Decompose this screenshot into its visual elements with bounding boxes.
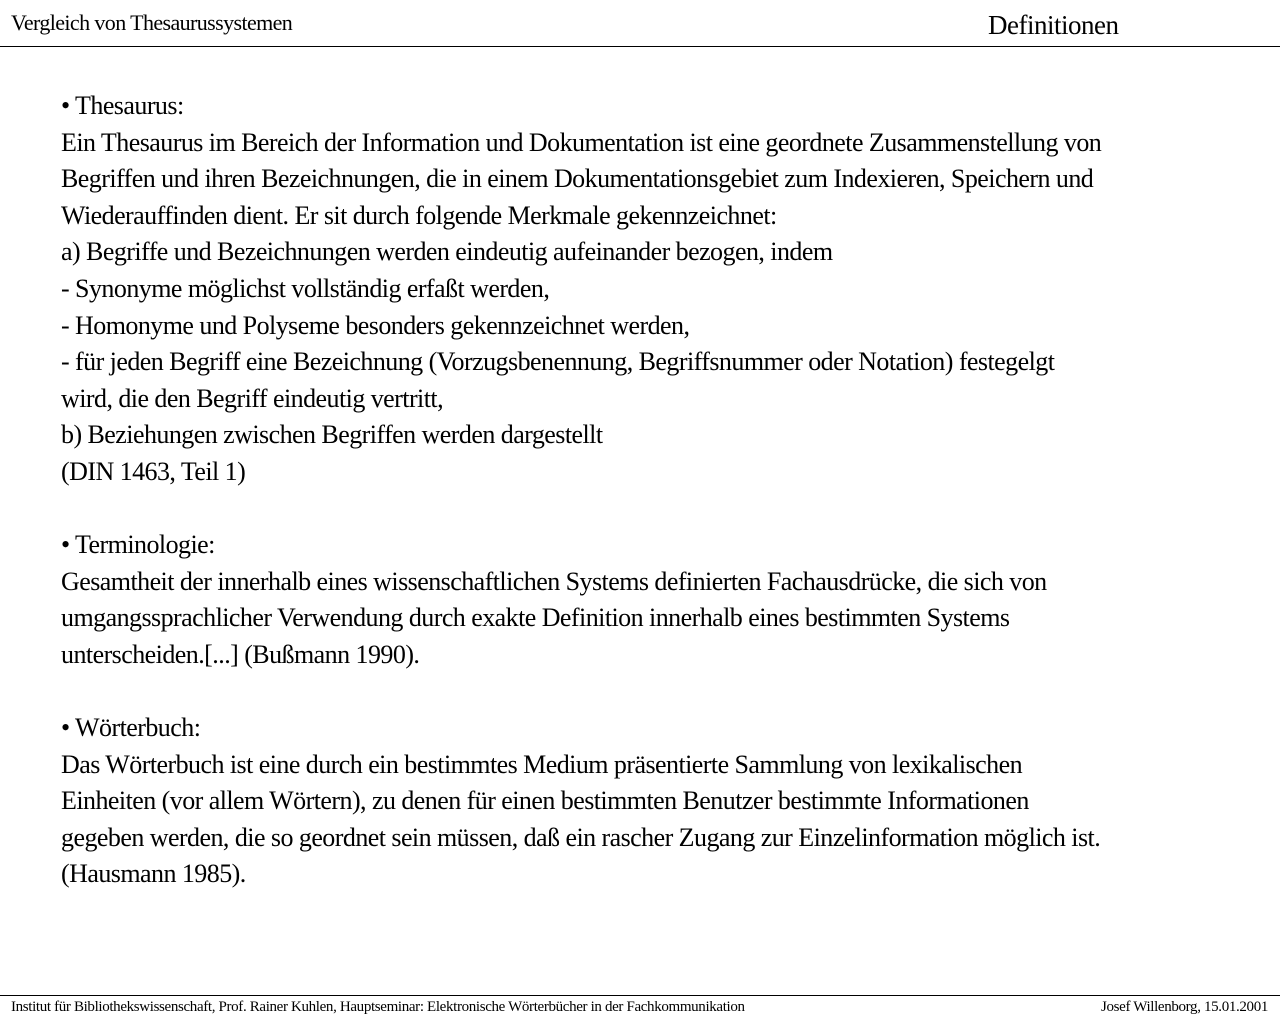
text-line: Wiederauffinden dient. Er sit durch folgende Merkmale gekennzeichnet:	[61, 200, 777, 230]
citation-line: (DIN 1463, Teil 1)	[61, 456, 246, 486]
definition-heading: • Thesaurus:	[61, 91, 184, 120]
text-line: Einheiten (vor allem Wörtern), zu denen für einen bestimmten Benutzer bestimmte Informationen	[61, 786, 1029, 816]
footer-divider	[0, 995, 1280, 996]
text-line: umgangssprachlicher Verwendung durch exakte Definition innerhalb eines bestimmten Systems	[61, 603, 1010, 633]
text-line: a) Begriffe und Bezeichnungen werden eindeutig aufeinander bezogen, indem	[61, 237, 833, 267]
text-line: Begriffen und ihren Bezeichnungen, die in einem Dokumentationsgebiet zum Indexieren, Speichern und	[61, 164, 1094, 194]
text-line: unterscheiden.[...] (Bußmann 1990).	[61, 639, 420, 669]
text-line: - Homonyme und Polyseme besonders gekennzeichnet werden,	[61, 310, 690, 340]
footer-institute: Institut für Bibliothekswissenschaft, Prof. Rainer Kuhlen, Hauptseminar: Elektronische Wörterbücher in der Fachkommunikation	[11, 999, 745, 1015]
definitions-content	[61, 88, 1261, 893]
text-line: - Synonyme möglichst vollständig erfaßt werden,	[61, 273, 550, 303]
citation-line: (Hausmann 1985).	[61, 859, 246, 889]
definition-heading: • Wörterbuch:	[61, 713, 201, 743]
definition-woerterbuch	[61, 710, 1261, 893]
document-title: Vergleich von Thesaurussystemen	[11, 10, 293, 35]
definition-heading: • Terminologie:	[61, 530, 215, 560]
definition-terminologie	[61, 527, 1261, 673]
header-divider	[0, 46, 1280, 47]
footer-author-date: Josef Willenborg, 15.01.2001	[1101, 999, 1268, 1015]
section-title: Definitionen	[988, 10, 1119, 40]
definition-thesaurus	[61, 88, 1261, 491]
section-spacer	[61, 491, 1261, 528]
text-line: - für jeden Begriff eine Bezeichnung (Vorzugsbenennung, Begriffsnummer oder Notation) festegelgt	[61, 347, 1055, 377]
text-line: b) Beziehungen zwischen Begriffen werden dargestellt	[61, 420, 603, 450]
section-spacer	[61, 674, 1261, 711]
text-line: gegeben werden, die so geordnet sein müssen, daß ein rascher Zugang zur Einzelinformation möglich ist.	[61, 822, 1101, 852]
text-line: Ein Thesaurus im Bereich der Information und Dokumentation ist eine geordnete Zusammenstellung von	[61, 127, 1102, 157]
text-line: Gesamtheit der innerhalb eines wissenschaftlichen Systems definierten Fachausdrücke, die sich von	[61, 566, 1047, 596]
text-line: wird, die den Begriff eindeutig vertritt,	[61, 383, 444, 413]
text-line: Das Wörterbuch ist eine durch ein bestimmtes Medium präsentierte Sammlung von lexikalischen	[61, 749, 1023, 779]
